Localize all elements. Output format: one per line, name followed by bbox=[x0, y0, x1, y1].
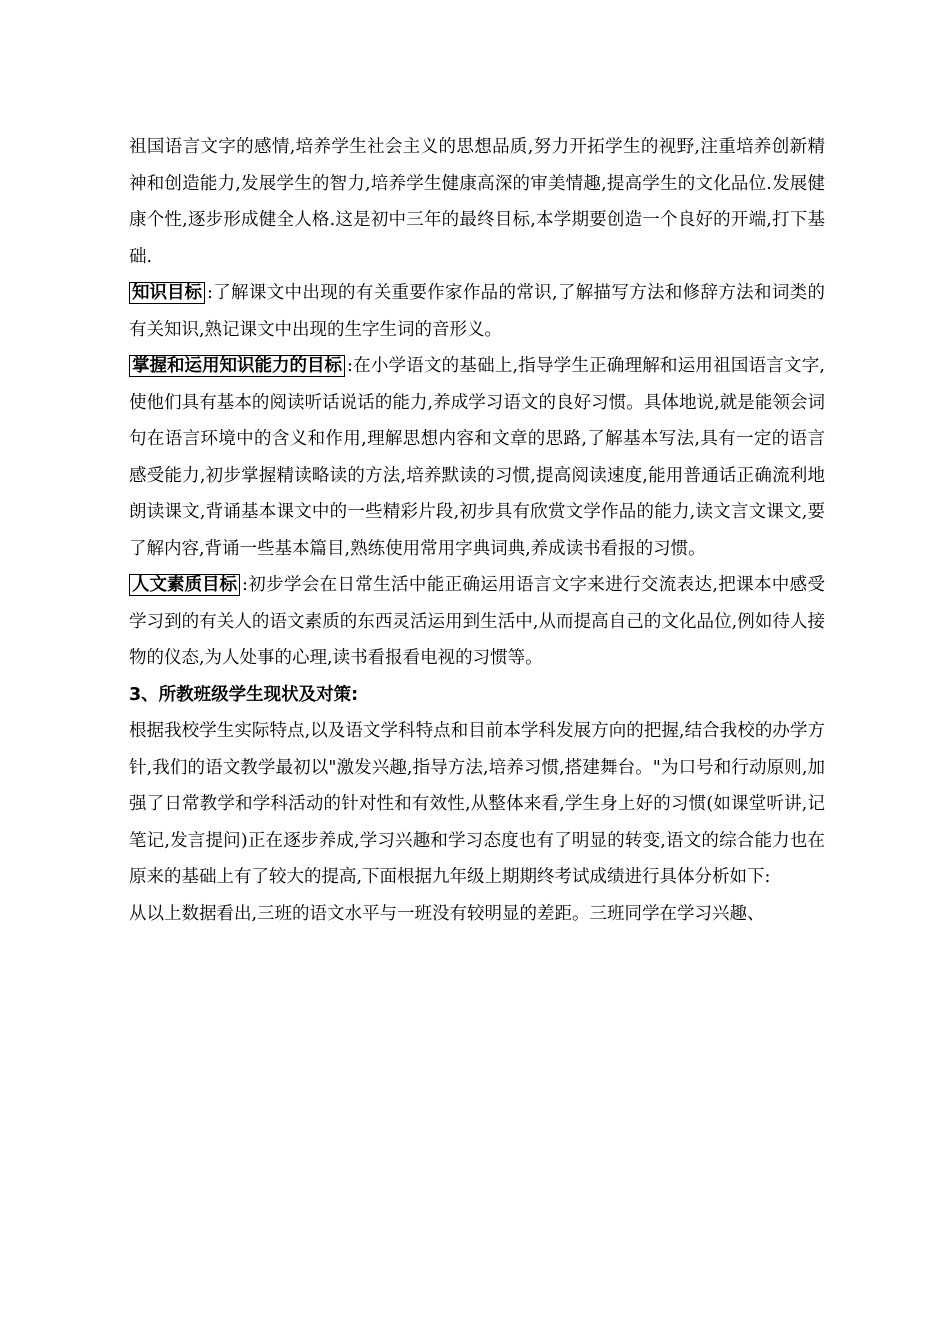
ability-goal-paragraph bbox=[129, 348, 825, 567]
last-paragraph: 从以上数据看出,三班的语文水平与一班没有较明显的差距。三班同学在学习兴趣、 bbox=[129, 903, 765, 924]
knowledge-goal-paragraph bbox=[129, 275, 825, 348]
section3-heading: 3、所教班级学生现状及对策: bbox=[129, 684, 359, 705]
document-body bbox=[129, 129, 825, 932]
knowledge-goal-text: :了解课文中出现的有关重要作家作品的常识,了解描写方法和修辞方法和词类的有关知识,熟记课文中出现的生字生词的音形义。 bbox=[129, 283, 825, 340]
humanities-goal-paragraph bbox=[129, 567, 825, 677]
humanities-goal-text: :初步学会在日常生活中能正确运用语言文字来进行交流表达,把课本中感受学习到的有关人的语文素质的东西灵活运用到生活中,从而提高自己的文化品位,例如待人接物的仪态,为人处事的心理,读书看报看电视的习惯等。 bbox=[129, 575, 825, 668]
humanities-goal-label: 人文素质目标 bbox=[129, 574, 240, 596]
ability-goal-text: :在小学语文的基础上,指导学生正确理解和运用祖国语言文字,使他们具有基本的阅读听话说话的能力,养成学习语文的良好习惯。具体地说,就是能领会词句在语言环境中的含义和作用,理解思想内容和文章的思路,了解基本写法,具有一定的语言感受能力,初步掌握精读略读的方法,培养默读的习惯,提高阅读速度,能用普通话正确流利地朗读课文,背诵基本课文中的一些精彩片段,初步具有欣赏文学作品的能力,读文言文课文,要了解内容,背诵一些基本篇目,熟练使用常用字典词典,养成读书看报的习惯。 bbox=[129, 356, 825, 559]
knowledge-goal-label: 知识目标 bbox=[129, 282, 205, 304]
ability-goal-label: 掌握和运用知识能力的目标 bbox=[129, 355, 345, 377]
intro-paragraph: 祖国语言文字的感情,培养学生社会主义的思想品质,努力开拓学生的视野,注重培养创新精神和创造能力,发展学生的智力,培养学生健康高深的审美情趣,提高学生的文化品位.发展健康个性,逐步形成健全人格.这是初中三年的最终目标,本学期要创造一个良好的开端,打下基础. bbox=[129, 137, 825, 267]
section3-paragraph: 根据我校学生实际特点,以及语文学科特点和目前本学科发展方向的把握,结合我校的办学方针,我们的语文教学最初以"激发兴趣,指导方法,培养习惯,搭建舞台。"为口号和行动原则,加强了日常教学和学科活动的针对性和有效性,从整体来看,学生身上好的习惯(如课堂听讲,记笔记,发言提问)正在逐步养成,学习兴趣和学习态度也有了明显的转变,语文的综合能力也在原来的基础上有了较大的提高,下面根据九年级上期期终考试成绩进行具体分析如下: bbox=[129, 721, 825, 887]
